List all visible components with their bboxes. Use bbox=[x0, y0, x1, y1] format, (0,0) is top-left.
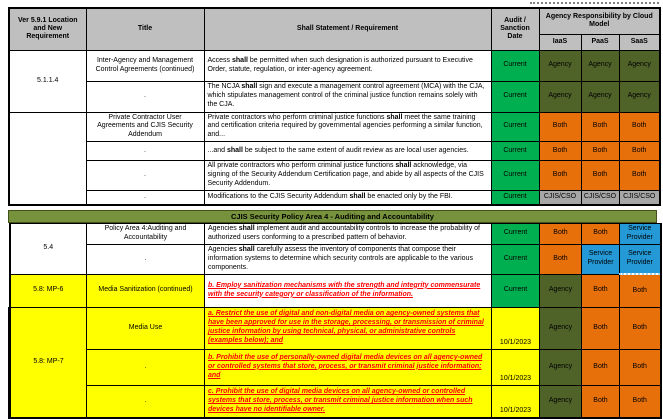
cell-resp-saas: Agency bbox=[619, 81, 660, 112]
cell-resp-saas: Both bbox=[619, 142, 660, 161]
header-row bbox=[9, 8, 660, 34]
cell-title: . bbox=[87, 349, 205, 385]
cell-shall-statement: c. Prohibit the use of digital media devices on all agency-owned or controlled systems that store, process, or transmit criminal justice information when such devices have no identifiable owner. bbox=[205, 385, 492, 418]
table-row bbox=[9, 81, 660, 112]
requirements-table-lower bbox=[8, 223, 662, 419]
cell-resp-iaas: Agency bbox=[540, 274, 582, 307]
cell-shall-statement: Modifications to the CJIS Security Addendum shall be enacted only by the FBI. bbox=[204, 191, 491, 205]
cell-audit-date: Current bbox=[492, 223, 540, 244]
cell-location: 5.1.1.4 bbox=[9, 50, 86, 112]
cell-location: 5.8: MP-6 bbox=[10, 274, 87, 307]
cell-resp-saas: Both bbox=[620, 349, 661, 385]
table-row bbox=[10, 349, 661, 385]
cell-resp-paas: CJIS/CSO bbox=[581, 191, 619, 205]
cell-audit-date: Current bbox=[491, 191, 539, 205]
cell-shall-statement: Agencies shall implement audit and accountability controls to increase the probability of authorized users conforming to a prescribed pattern of behavior. bbox=[205, 223, 492, 244]
cell-resp-paas: Both bbox=[582, 223, 620, 244]
cell-shall-statement: Agencies shall carefully assess the inventory of components that compose their information systems to determine which security controls are applicable to the various components. bbox=[205, 244, 492, 274]
cell-audit-date: Current bbox=[492, 274, 540, 307]
cell-resp-saas: Service Provider bbox=[620, 244, 661, 274]
header-audit-date: Audit / Sanction Date bbox=[491, 8, 539, 50]
cell-resp-saas: Both bbox=[620, 307, 661, 349]
cell-shall-statement: All private contractors who perform criminal justice functions shall acknowledge, via signing of the Security Addendum Certification page, and abide by all aspects of the CJIS Security Addendum. bbox=[204, 161, 491, 191]
cell-resp-paas: Both bbox=[582, 274, 620, 307]
cell-title: . bbox=[86, 161, 204, 191]
cell-shall-statement: The NCJA shall sign and execute a management control agreement (MCA) with the CJA, which stipulates management control of the criminal justice function remains solely with the CJA. bbox=[204, 81, 491, 112]
cell-resp-iaas: Agency bbox=[540, 349, 582, 385]
clipboard-marquee-line bbox=[530, 2, 659, 4]
cell-audit-date: Current bbox=[491, 142, 539, 161]
cell-audit-date: 10/1/2023 bbox=[492, 385, 540, 418]
cell-resp-iaas: Both bbox=[540, 223, 582, 244]
table-row bbox=[10, 307, 661, 349]
cell-resp-saas: Both bbox=[619, 161, 660, 191]
cell-resp-paas: Both bbox=[582, 307, 620, 349]
cell-audit-date: Current bbox=[491, 112, 539, 142]
cell-resp-iaas: Agency bbox=[540, 307, 582, 349]
table-row bbox=[10, 244, 661, 274]
cell-title: Policy Area 4:Auditing and Accountability bbox=[87, 223, 205, 244]
header-saas: SaaS bbox=[619, 34, 660, 50]
cell-resp-paas: Agency bbox=[581, 50, 619, 81]
requirements-table-upper bbox=[8, 7, 661, 206]
cell-resp-iaas: Both bbox=[539, 142, 581, 161]
cell-title: . bbox=[86, 191, 204, 205]
cell-resp-iaas: Both bbox=[539, 161, 581, 191]
table-row bbox=[9, 191, 660, 205]
cell-resp-paas: Service Provider bbox=[582, 244, 620, 274]
cell-resp-paas: Both bbox=[582, 349, 620, 385]
cell-resp-iaas: Agency bbox=[539, 81, 581, 112]
cell-audit-date: Current bbox=[491, 81, 539, 112]
cell-resp-saas: Service Provider bbox=[620, 223, 661, 244]
cell-resp-paas: Both bbox=[581, 112, 619, 142]
section-banner: CJIS Security Policy Area 4 - Auditing and Accountability bbox=[8, 210, 657, 223]
cell-resp-paas: Both bbox=[581, 142, 619, 161]
cell-shall-statement: a. Restrict the use of digital and non-digital media on agency-owned systems that have been approved for use in the storage, processing, or transmission of criminal justice information by using technical, physical, or administrative controls (examples below); and bbox=[205, 307, 492, 349]
cell-location bbox=[9, 112, 86, 205]
cell-resp-saas: Both bbox=[620, 274, 661, 307]
table-row bbox=[10, 223, 661, 244]
cell-title: Media Sanitization (continued) bbox=[87, 274, 205, 307]
cell-title: Private Contractor User Agreements and CJIS Security Addendum bbox=[86, 112, 204, 142]
table-row bbox=[10, 274, 661, 307]
table-row bbox=[9, 112, 660, 142]
cell-title: Media Use bbox=[87, 307, 205, 349]
table-row bbox=[9, 142, 660, 161]
header-cloud-model: Agency Responsibility by Cloud Model bbox=[539, 8, 660, 34]
cell-resp-iaas: Agency bbox=[539, 50, 581, 81]
cell-resp-iaas: Both bbox=[540, 244, 582, 274]
cell-title: Inter-Agency and Management Control Agreements (continued) bbox=[86, 50, 204, 81]
header-location: Ver 5.9.1 Location and New Requirement bbox=[9, 8, 86, 50]
cell-audit-date: 10/1/2023 bbox=[492, 307, 540, 349]
cell-audit-date: Current bbox=[491, 50, 539, 81]
cell-resp-iaas: Agency bbox=[540, 385, 582, 418]
cell-title: . bbox=[87, 385, 205, 418]
cell-resp-paas: Agency bbox=[581, 81, 619, 112]
cell-title: . bbox=[87, 244, 205, 274]
cell-audit-date: 10/1/2023 bbox=[492, 349, 540, 385]
cell-location: 5.8: MP-7 bbox=[10, 307, 87, 418]
cell-title: . bbox=[86, 142, 204, 161]
header-shall-statement: Shall Statement / Requirement bbox=[204, 8, 491, 50]
cell-shall-statement: b. Employ sanitization mechanisms with the strength and integrity commensurate with the security category or classification of the information. bbox=[205, 274, 492, 307]
cell-location: 5.4 bbox=[10, 223, 87, 274]
cell-resp-iaas: CJIS/CSO bbox=[539, 191, 581, 205]
cell-shall-statement: b. Prohibit the use of personally-owned digital media devices on all agency-owned or controlled systems that store, process, or transmit criminal justice information; and bbox=[205, 349, 492, 385]
cell-resp-paas: Both bbox=[581, 161, 619, 191]
cell-resp-saas: Agency bbox=[619, 50, 660, 81]
cell-resp-saas: Both bbox=[619, 112, 660, 142]
cell-title: . bbox=[86, 81, 204, 112]
cell-shall-statement: Access shall be permitted when such designation is authorized pursuant to Executive Order, statute, regulation, or inter-agency agreement. bbox=[204, 50, 491, 81]
header-paas: PaaS bbox=[581, 34, 619, 50]
cell-resp-iaas: Both bbox=[539, 112, 581, 142]
cell-audit-date: Current bbox=[491, 161, 539, 191]
cell-resp-saas: Both bbox=[620, 385, 661, 418]
cell-shall-statement: Private contractors who perform criminal justice functions shall meet the same training and certification criteria required by governmental agencies performing a similar function, and... bbox=[204, 112, 491, 142]
table-row bbox=[9, 50, 660, 81]
cell-resp-paas: Both bbox=[582, 385, 620, 418]
cell-resp-saas: CJIS/CSO bbox=[619, 191, 660, 205]
table-row bbox=[9, 161, 660, 191]
header-iaas: IaaS bbox=[539, 34, 581, 50]
cell-audit-date: Current bbox=[492, 244, 540, 274]
cell-shall-statement: ...and shall be subject to the same extent of audit review as are local user agencies. bbox=[204, 142, 491, 161]
table-row bbox=[10, 385, 661, 418]
header-title: Title bbox=[86, 8, 204, 50]
